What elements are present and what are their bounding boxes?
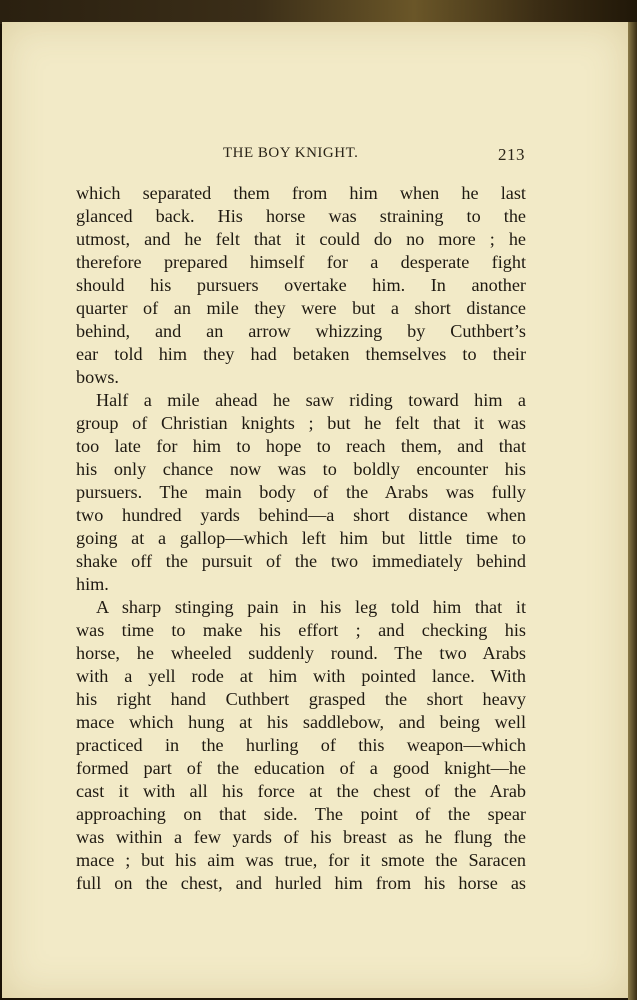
- text-line: cast it with all his force at the chest of the Arab: [76, 781, 526, 801]
- text-line: should his pursuers overtake him. In another: [76, 275, 526, 295]
- text-line: full on the chest, and hurled him from his horse as: [76, 873, 526, 893]
- text-line: Half a mile ahead he saw riding toward him a: [96, 390, 526, 410]
- text-line: behind, and an arrow whizzing by Cuthbert’s: [76, 321, 526, 341]
- book-top-edge: [0, 0, 637, 24]
- text-line: A sharp stinging pain in his leg told him that it: [96, 597, 526, 617]
- text-line: group of Christian knights ; but he felt that it was: [76, 413, 526, 433]
- text-line: bows.: [76, 367, 119, 387]
- text-line: utmost, and he felt that it could do no more ; he: [76, 229, 526, 249]
- text-line: was within a few yards of his breast as he flung the: [76, 827, 526, 847]
- text-line: glanced back. His horse was straining to the: [76, 206, 526, 226]
- text-line: going at a gallop—which left him but little time to: [76, 528, 526, 548]
- text-line: shake off the pursuit of the two immediately behind: [76, 551, 526, 571]
- text-line: therefore prepared himself for a desperate fight: [76, 252, 526, 272]
- body-text: [76, 182, 526, 895]
- book-right-edge: [628, 22, 637, 1000]
- text-line: two hundred yards behind—a short distance when: [76, 505, 526, 525]
- running-title: THE BOY KNIGHT.: [223, 145, 359, 161]
- text-line: approaching on that side. The point of the spear: [76, 804, 526, 824]
- text-line: horse, he wheeled suddenly round. The two Arabs: [76, 643, 526, 663]
- text-line: his only chance now was to boldly encounter his: [76, 459, 526, 479]
- text-line: too late for him to hope to reach them, and that: [76, 436, 526, 456]
- text-line: him.: [76, 574, 109, 594]
- text-line: quarter of an mile they were but a short distance: [76, 298, 526, 318]
- book-page: [2, 22, 628, 998]
- running-header: [2, 145, 525, 167]
- text-line: practiced in the hurling of this weapon—which: [76, 735, 526, 755]
- text-line: ear told him they had betaken themselves to their: [76, 344, 526, 364]
- text-line: with a yell rode at him with pointed lance. With: [76, 666, 526, 686]
- text-line: was time to make his effort ; and checking his: [76, 620, 526, 640]
- text-line: pursuers. The main body of the Arabs was fully: [76, 482, 526, 502]
- text-line: mace which hung at his saddlebow, and being well: [76, 712, 526, 732]
- text-line: formed part of the education of a good knight—he: [76, 758, 526, 778]
- text-line: mace ; but his aim was true, for it smote the Saracen: [76, 850, 526, 870]
- text-line: which separated them from him when he last: [76, 183, 526, 203]
- page-number: 213: [498, 145, 525, 164]
- text-line: his right hand Cuthbert grasped the short heavy: [76, 689, 526, 709]
